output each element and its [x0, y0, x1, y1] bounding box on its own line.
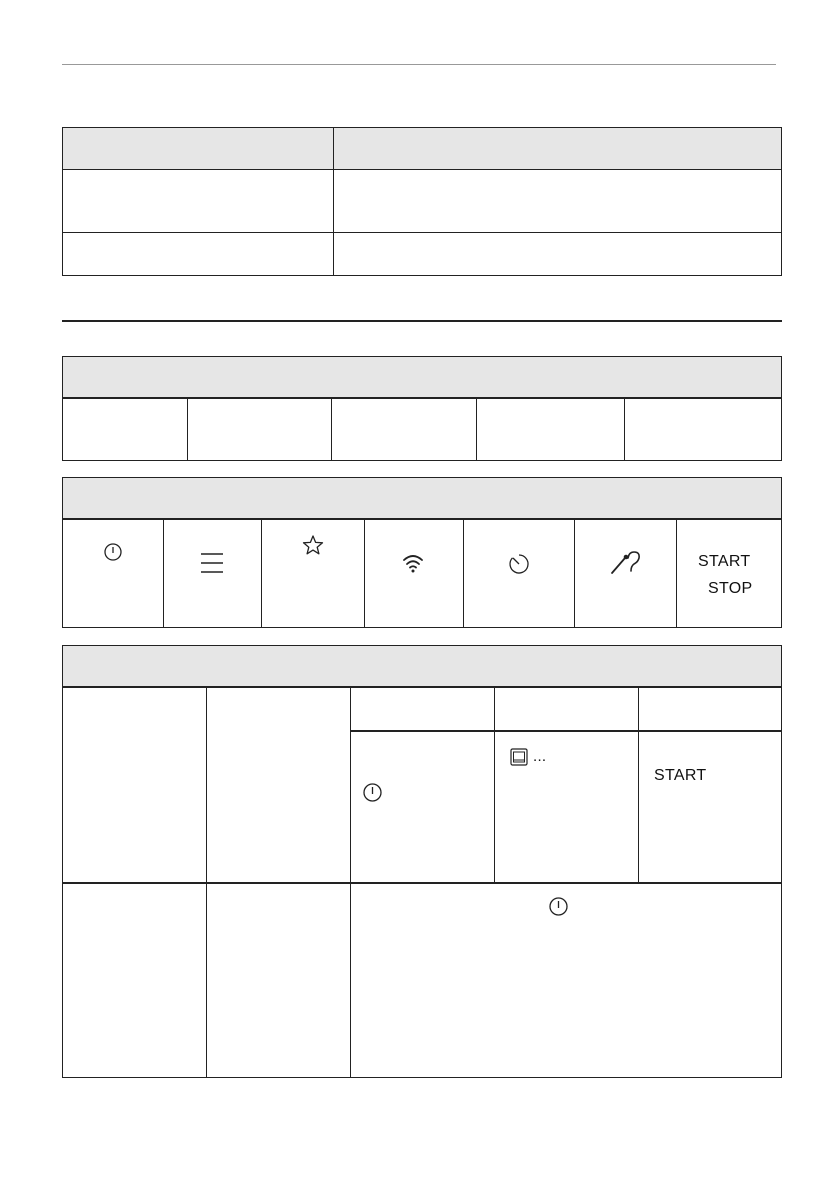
- food-probe-icon: [609, 550, 643, 576]
- wifi-icon: [402, 553, 424, 573]
- section-rule: [62, 320, 782, 322]
- info-table-header: [63, 128, 781, 170]
- star-icon: [302, 534, 324, 556]
- power-icon: [362, 782, 383, 803]
- steps-start-label: START: [654, 767, 707, 784]
- overview-table: [62, 356, 782, 461]
- power-icon: [548, 896, 569, 917]
- overview-col-divider: [331, 399, 332, 460]
- overview-table-header: [63, 357, 781, 399]
- steps-subcol-divider: [494, 688, 495, 884]
- timer-icon: [508, 553, 530, 575]
- panel-col-divider: [676, 520, 677, 627]
- panel-start-label: START: [698, 553, 751, 570]
- steps-subcol-divider: [638, 688, 639, 884]
- info-table-row-divider: [63, 232, 781, 233]
- panel-col-divider: [364, 520, 365, 627]
- info-table-col-divider: [333, 128, 334, 275]
- overview-col-divider: [624, 399, 625, 460]
- steps-row-divider: [63, 882, 781, 884]
- info-table: [62, 127, 782, 276]
- panel-col-divider: [463, 520, 464, 627]
- overview-col-divider: [187, 399, 188, 460]
- overview-col-divider: [476, 399, 477, 460]
- menu-icon: [200, 552, 224, 574]
- steps-table: [62, 645, 782, 1078]
- panel-col-divider: [163, 520, 164, 627]
- top-rule: [62, 64, 776, 65]
- control-panel-header: [63, 478, 781, 520]
- steps-subheader-divider: [350, 730, 781, 732]
- oven-more-ellipsis: ...: [533, 748, 547, 765]
- power-icon: [103, 542, 123, 562]
- steps-table-header: [63, 646, 781, 688]
- oven-icon: [510, 748, 528, 766]
- panel-stop-label: STOP: [708, 580, 753, 597]
- panel-col-divider: [574, 520, 575, 627]
- panel-col-divider: [261, 520, 262, 627]
